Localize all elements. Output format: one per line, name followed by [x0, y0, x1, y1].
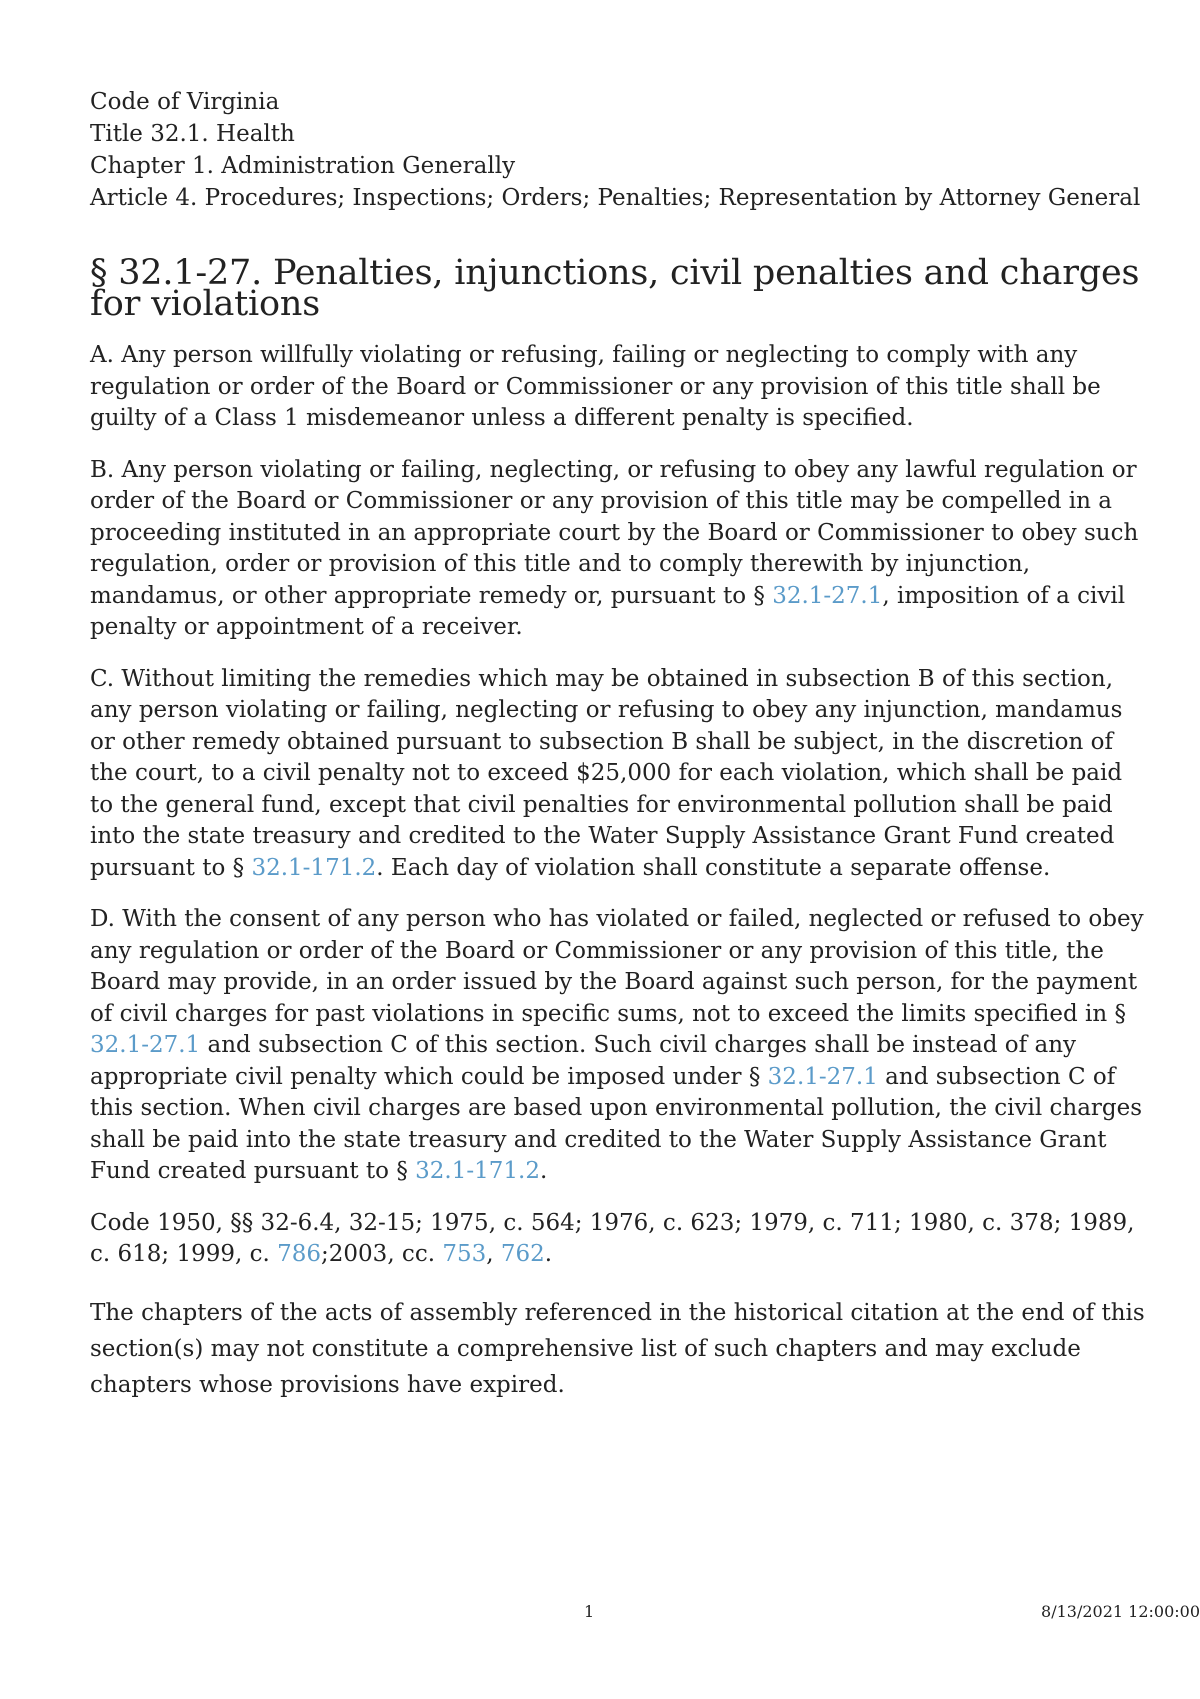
section-link-32-1-27-1[interactable]: 32.1-27.1	[767, 1063, 878, 1090]
section-link-32-1-27-1[interactable]: 32.1-27.1	[772, 582, 883, 609]
chapter-link-786[interactable]: 786	[277, 1241, 322, 1267]
paragraph-c-text-1: C. Without limiting the remedies which may be obtained in subsection B of this section, any person violating or failing, neglecting or refusing to obey any injunction, mandamus or other remedy obtained pursuant to subsection B shall be subject, in the discretion of the court, to a civil penalty not to exceed $25,000 for each violation, which shall be paid to the general fund, except that civil penalties for environmental pollution shall be paid into the state treasury and credited to the Water Supply Assistance Grant Fund created pursuant to §	[90, 665, 1123, 881]
history-text-4: .	[544, 1241, 553, 1267]
page-number: 1	[584, 1602, 595, 1621]
paragraph-b-text-2: , imposition of a civil penalty or appointment of a receiver.	[90, 582, 1126, 640]
history-text-1: Code 1950, §§ 32-6.4, 32-15; 1975, c. 564; 1976, c. 623; 1979, c. 711; 1980, c. 378; 1989, c. 618; 1999, c.	[90, 1209, 1135, 1267]
breadcrumb-code: Code of Virginia	[90, 89, 280, 115]
paragraph-a: A. Any person willfully violating or refusing, failing or neglecting to comply with any regulation or order of the Board or Commissioner or any provision of this title shall be guilty of a Class 1 misdemeanor unless a different penalty is specified.	[90, 342, 1101, 431]
history-text-3: ,	[486, 1241, 501, 1267]
section-link-32-1-27-1[interactable]: 32.1-27.1	[90, 1032, 201, 1058]
breadcrumb-article: Article 4. Procedures; Inspections; Orders; Penalties; Representation by Attorney General	[90, 185, 1141, 211]
paragraph-b-text-1: B. Any person violating or failing, neglecting, or refusing to obey any lawful regulation or order of the Board or Commissioner or any provision of this title may be compelled in a proceeding instituted in an appropriate court by the Board or Commissioner to obey such regulation, order or provision of this title and to comply therewith by injunction, mandamus, or other appropriate remedy or, pursuant to §	[90, 456, 1139, 609]
paragraph-d-text-2: and subsection C of this section. Such civil charges shall be instead of any appropriate civil penalty which could be imposed under §	[90, 1032, 1076, 1090]
section-link-32-1-171-2[interactable]: 32.1-171.2	[251, 854, 377, 881]
disclaimer-note: The chapters of the acts of assembly referenced in the historical citation at the end of this section(s) may not constitute a comprehensive list of such chapters and may exclude chapters whose provisions have expired.	[90, 1299, 1145, 1398]
section-link-32-1-171-2[interactable]: 32.1-171.2	[415, 1158, 540, 1184]
paragraph-d-text-1: D. With the consent of any person who has violated or failed, neglected or refused to obey any regulation or order of the Board or Commissioner or any provision of this title, the Board may provide, in an order issued by the Board against such person, for the payment of civil charges for past violations in specific sums, not to exceed the limits specified in §	[90, 906, 1144, 1027]
paragraph-c-text-2: . Each day of violation shall constitute a separate offense.	[376, 854, 1051, 881]
section-heading: § 32.1-27. Penalties, injunctions, civil penalties and charges for violations	[90, 253, 1140, 324]
paragraph-d	[90, 904, 1150, 1188]
paragraph-c	[90, 664, 1150, 885]
paragraph-d-text-3: and subsection C of this section. When civil charges are based upon environmental pollution, the civil charges shall be paid into the state treasury and credited to the Water Supply Assistance Grant Fund created pursuant to §	[90, 1063, 1143, 1184]
breadcrumb-title: Title 32.1. Health	[90, 121, 295, 147]
history-text-2: ;2003, cc.	[321, 1241, 443, 1267]
breadcrumb-chapter: Chapter 1. Administration Generally	[90, 153, 516, 179]
history-citation	[90, 1208, 1150, 1271]
paragraph-b	[90, 455, 1150, 644]
chapter-link-753[interactable]: 753	[442, 1241, 487, 1267]
breadcrumb	[90, 86, 1150, 214]
chapter-link-762[interactable]: 762	[500, 1241, 545, 1267]
document-page	[90, 86, 1150, 1423]
print-timestamp: 8/13/2021 12:00:00	[1041, 1602, 1200, 1621]
paragraph-d-text-4: .	[539, 1158, 548, 1184]
